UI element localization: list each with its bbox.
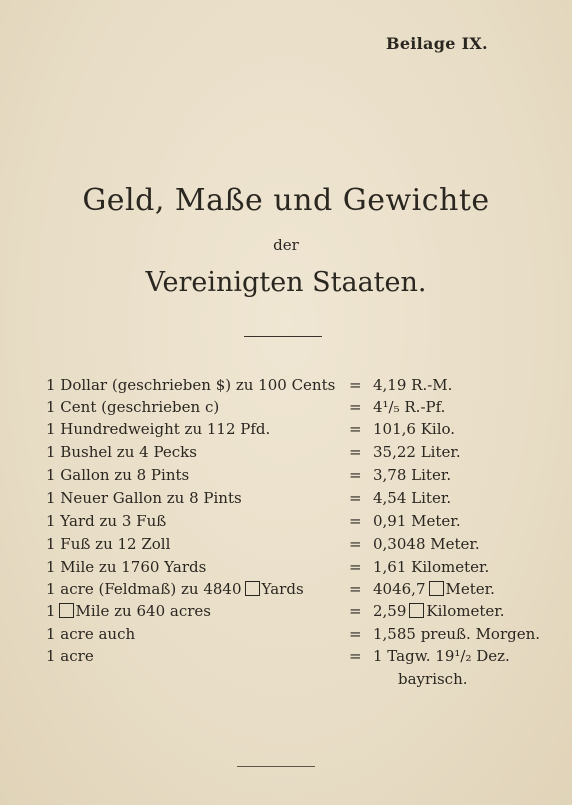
row-unit: 1 Cent (geschrieben c) [46,398,220,416]
row-value: = 4,19 R.-M. [349,376,453,394]
row-value: = 4046,7 Meter. [349,580,495,598]
table-row [0,443,572,467]
table-row [0,420,572,444]
row-value: = 1,585 preuß. Morgen. [349,625,541,643]
title-connector: der [273,236,299,254]
square-symbol [409,603,424,618]
row-unit: 1 Neuer Gallon zu 8 Pints [46,489,242,507]
row-unit: 1 acre (Feldmaß) zu 4840 Yards [46,580,304,598]
table-row [0,580,572,604]
square-symbol [429,581,444,596]
table-row [0,625,572,649]
row-value: = 101,6 Kilo. [349,420,456,438]
row-unit: 1 Dollar (geschrieben $) zu 100 Cents [46,376,336,394]
appendix-label: Beilage IX. [386,34,488,53]
row-unit: 1 Fuß zu 12 Zoll [46,535,171,553]
page-title: Geld, Maße und Gewichte [82,183,490,218]
divider-bottom [237,766,315,767]
row-unit: 1 Yard zu 3 Fuß [46,512,167,530]
table-row [0,558,572,582]
table-row [0,512,572,536]
table-row [0,466,572,490]
row-value: = 1,61 Kilometer. [349,558,490,576]
page-subtitle: Vereinigten Staaten. [145,267,427,298]
row-value: = 4¹/₅ R.-Pf. [349,398,446,416]
row-unit: 1 acre auch [46,625,136,643]
table-row [0,602,572,626]
row-unit: 1 Gallon zu 8 Pints [46,466,190,484]
row-value: = 0,3048 Meter. [349,535,480,553]
row-value: = 3,78 Liter. [349,466,452,484]
divider-top [244,336,322,337]
row-value: = 4,54 Liter. [349,489,452,507]
table-row [0,398,572,422]
row-value: = 2,59 Kilometer. [349,602,505,620]
square-symbol [245,581,260,596]
table-row [0,489,572,513]
row-value-continuation: bayrisch. [398,670,468,688]
square-symbol [59,603,74,618]
row-value: = 0,91 Meter. [349,512,461,530]
row-unit: 1 Mile zu 640 acres [46,602,211,620]
row-value: = 35,22 Liter. [349,443,461,461]
row-value: = 1 Tagw. 19¹/₂ Dez. [349,647,510,665]
row-unit: 1 Mile zu 1760 Yards [46,558,207,576]
table-row [0,647,572,671]
table-row [0,535,572,559]
row-unit: 1 Bushel zu 4 Pecks [46,443,197,461]
table-row [0,376,572,400]
row-unit: 1 Hundredweight zu 112 Pfd. [46,420,271,438]
row-unit: 1 acre [46,647,94,665]
